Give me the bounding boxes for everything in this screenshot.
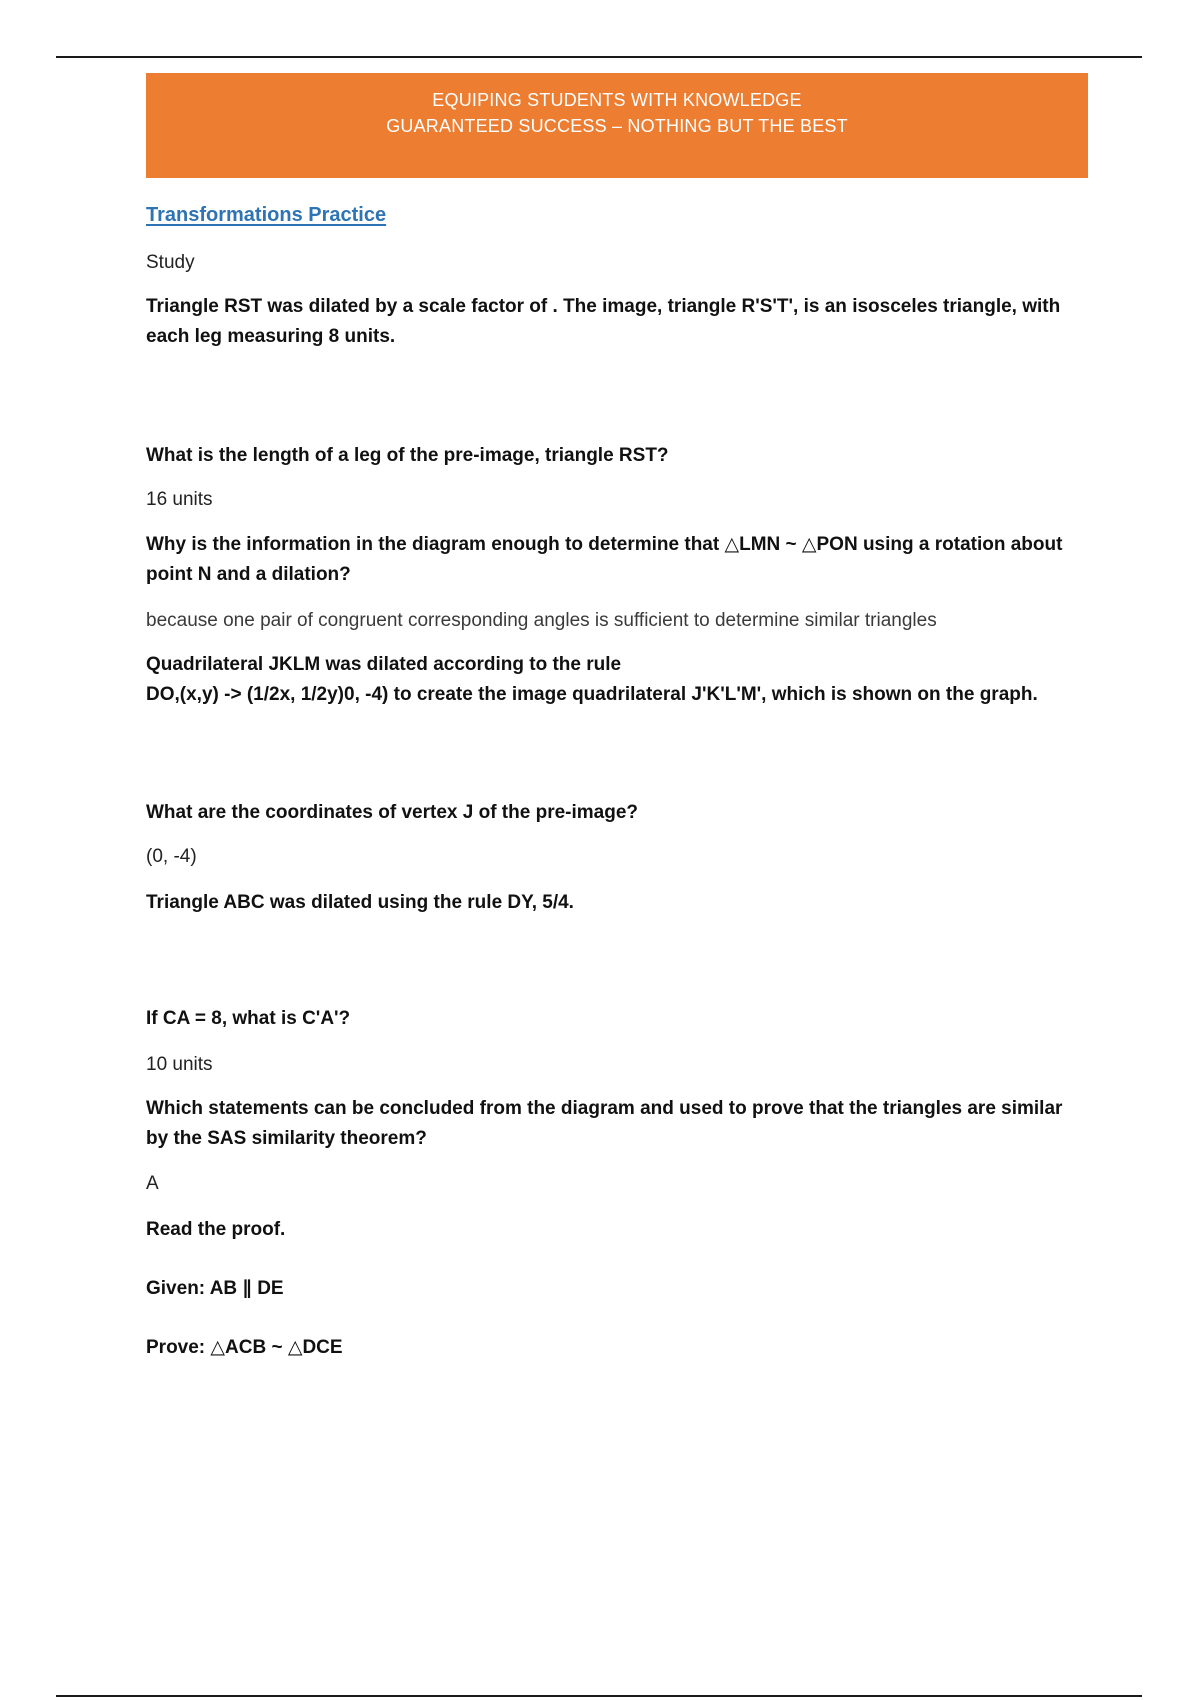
- answer-3: (0, -4): [146, 846, 197, 867]
- proof-prove: Prove: △ACB ~ △DCE: [146, 1337, 343, 1358]
- answer-1: 16 units: [146, 489, 213, 510]
- question-5-text: Which statements can be concluded from the diagram and used to prove that the triangles are similar by the SAS similarity theorem?: [146, 1098, 1063, 1149]
- banner-line-2: GUARANTEED SUCCESS – NOTHING BUT THE BEST: [386, 116, 848, 136]
- question-3-text-line-1: Quadrilateral JKLM was dilated according to the rule: [146, 654, 622, 675]
- question-4-text: Triangle ABC was dilated using the rule DY, 5/4.: [146, 892, 574, 913]
- answer-4: 10 units: [146, 1054, 213, 1075]
- question-2-text: Why is the information in the diagram enough to determine that △LMN ~ △PON using a rotation about point N and a dilation?: [146, 534, 1063, 585]
- question-4-prompt: If CA = 8, what is C'A'?: [146, 1008, 351, 1029]
- answer-5: A: [146, 1173, 159, 1194]
- banner-line-1: EQUIPING STUDENTS WITH KNOWLEDGE: [432, 90, 802, 110]
- proof-intro: Read the proof.: [146, 1219, 286, 1240]
- question-1-prompt: What is the length of a leg of the pre-image, triangle RST?: [146, 445, 669, 466]
- question-1-text: Triangle RST was dilated by a scale factor of . The image, triangle R'S'T', is an isosceles triangle, with each leg measuring 8 units.: [146, 296, 1061, 347]
- proof-given: Given: AB ∥ DE: [146, 1278, 284, 1299]
- study-label: Study: [146, 252, 195, 273]
- question-3-text-line-2: DO,(x,y) -> (1/2x, 1/2y)0, -4) to create the image quadrilateral J'K'L'M', which is shown on the graph.: [146, 684, 1038, 705]
- page-title[interactable]: Transformations Practice: [146, 204, 387, 226]
- top-rule: [56, 56, 1142, 58]
- bottom-rule: [56, 1695, 1142, 1697]
- question-3-prompt: What are the coordinates of vertex J of the pre-image?: [146, 802, 638, 823]
- answer-2: because one pair of congruent corresponding angles is sufficient to determine similar triangles: [146, 610, 937, 631]
- header-banner: [146, 73, 1088, 178]
